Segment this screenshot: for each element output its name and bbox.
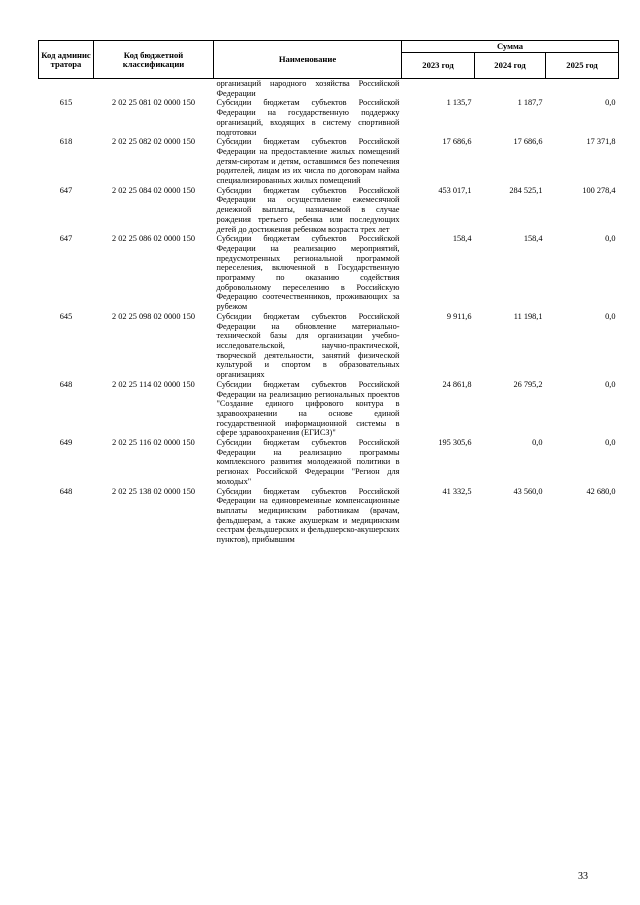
header-code-admin: Код админис тратора — [39, 41, 94, 79]
cell-name: Субсидии бюджетам субъектов Российской Федерации на реализацию региональных проектов "Создание единого цифрового контура в здравоохранении на основе единой государственной информационной системы в сфере здравоохранения (ЕГИСЗ)" — [216, 379, 400, 438]
cell-admin-code: 648 — [59, 379, 73, 389]
cell-name: Субсидии бюджетам субъектов Российской Федерации на реализацию мероприятий, предусмотренных региональной программой переселения, включенной в Государственную программу по оказанию содействия добровольному переселению в Российскую Федерацию соотечественников, проживающих за рубежом — [216, 234, 400, 312]
cell-kbk-code: 2 02 25 114 02 0000 150 — [112, 379, 195, 389]
cell-admin-code: 615 — [59, 98, 73, 108]
cell-sum-2023: 158,4 — [452, 234, 472, 244]
cell-sum-2025: 0,0 — [605, 438, 616, 448]
cell-sum-2025: 0,0 — [605, 379, 616, 389]
cell-kbk-code: 2 02 25 116 02 0000 150 — [112, 438, 195, 448]
page-number: 33 — [578, 871, 588, 882]
cell-sum-2023: 17 686,6 — [442, 137, 472, 147]
header-code-kbk: Код бюджетной классификации — [94, 41, 214, 79]
cell-name: Субсидии бюджетам субъектов Российской Федерации на обновление материально-технической базы для организации учебно-исследовательской, научно-практической, творческой деятельности, занятий физической культурой и спортом в образовательных организациях — [216, 311, 400, 380]
table-row — [39, 438, 619, 487]
cell-name: Субсидии бюджетам субъектов Российской Федерации на осуществление ежемесячной денежной выплаты, назначаемой в случае рождения третьего ребенка или последующих детей до достижения ребенком возраста трех лет — [216, 185, 400, 234]
cell-sum-2023: 195 305,6 — [438, 438, 472, 448]
cell-name: Субсидии бюджетам субъектов Российской Федерации на государственную поддержку организаций, входящих в систему спортивной подготовки — [216, 98, 400, 137]
cell-admin-code: 645 — [59, 311, 73, 321]
table-row — [39, 312, 619, 380]
cell-sum-2025: 42 680,0 — [586, 486, 616, 496]
header-year-2024: 2024 год — [475, 53, 546, 79]
table-body — [39, 79, 619, 545]
cell-sum-2025: 0,0 — [605, 311, 616, 321]
cell-kbk-code: 2 02 25 098 02 0000 150 — [112, 311, 195, 321]
cell-sum-2023: 9 911,6 — [446, 311, 472, 321]
table-row — [39, 234, 619, 312]
document-page — [38, 40, 618, 545]
cell-name: Субсидии бюджетам субъектов Российской Федерации на реализацию программы комплексного развития молодежной политики в регионах Российской Федерации "Регион для молодых" — [216, 438, 400, 486]
cell-admin-code: 618 — [59, 137, 73, 147]
cell-admin-code: 649 — [59, 438, 73, 448]
cell-sum-2024: 17 686,6 — [513, 137, 543, 147]
header-sum: Сумма — [402, 41, 619, 53]
cell-sum-2024: 0,0 — [532, 438, 543, 448]
table-row-continuation — [39, 79, 619, 99]
header-year-2025: 2025 год — [546, 53, 619, 79]
cell-sum-2023: 24 861,8 — [442, 379, 472, 389]
cell-kbk-code: 2 02 25 081 02 0000 150 — [112, 98, 195, 108]
cell-sum-2024: 43 560,0 — [513, 486, 543, 496]
table-row — [39, 380, 619, 438]
table-row — [39, 186, 619, 235]
continuation-text: организаций народного хозяйства Российской Федерации — [216, 79, 400, 98]
cell-sum-2023: 41 332,5 — [442, 486, 472, 496]
cell-sum-2024: 1 187,7 — [517, 98, 543, 108]
cell-kbk-code: 2 02 25 084 02 0000 150 — [112, 185, 195, 195]
cell-sum-2024: 11 198,1 — [513, 311, 543, 321]
cell-admin-code: 647 — [59, 185, 73, 195]
cell-sum-2023: 1 135,7 — [446, 98, 472, 108]
cell-admin-code: 647 — [59, 234, 73, 244]
cell-admin-code: 648 — [59, 486, 73, 496]
table-row — [39, 98, 619, 137]
table-header — [39, 41, 619, 79]
cell-sum-2024: 26 795,2 — [513, 379, 543, 389]
cell-sum-2024: 284 525,1 — [509, 185, 543, 195]
cell-sum-2025: 0,0 — [605, 234, 616, 244]
cell-kbk-code: 2 02 25 138 02 0000 150 — [112, 486, 195, 496]
header-year-2023: 2023 год — [402, 53, 475, 79]
cell-sum-2025: 17 371,8 — [586, 137, 616, 147]
header-name: Наименование — [214, 41, 402, 79]
cell-sum-2023: 453 017,1 — [438, 185, 472, 195]
table-row — [39, 137, 619, 186]
cell-kbk-code: 2 02 25 086 02 0000 150 — [112, 234, 195, 244]
cell-kbk-code: 2 02 25 082 02 0000 150 — [112, 137, 195, 147]
cell-name: Субсидии бюджетам субъектов Российской Федерации на единовременные компенсационные выплаты медицинским работникам (врачам, фельдшерам, а также акушеркам и медицинским сестрам фельдшерских и фельдшерско-акушерских пунктов), прибывшим — [216, 486, 400, 545]
cell-sum-2025: 100 278,4 — [582, 185, 616, 195]
cell-sum-2025: 0,0 — [605, 98, 616, 108]
cell-name: Субсидии бюджетам субъектов Российской Федерации на предоставление жилых помещений детям-сиротам и детям, оставшимся без попечения родителей, лицам из их числа по договорам найма специализированных жилых помещений — [216, 137, 400, 186]
budget-table — [38, 40, 619, 545]
table-row — [39, 487, 619, 545]
cell-sum-2024: 158,4 — [523, 234, 543, 244]
